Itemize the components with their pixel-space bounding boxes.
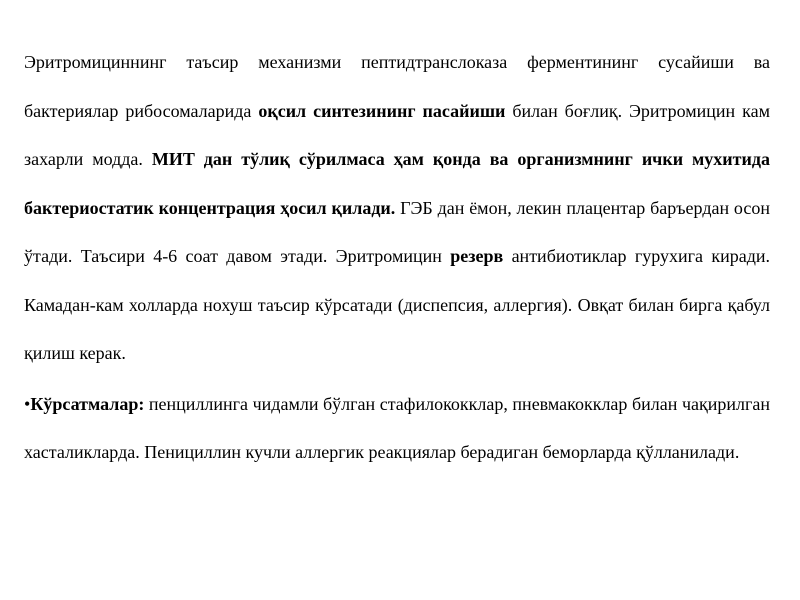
- text-run: антибиотиклар гурухига киради. Камадан-кам холларда нохуш таъсир кўрсатади (диспепсия, аллергия). Овқат билан бирга қабул қилиш керак.: [24, 246, 770, 363]
- bold-text-run: МИТ дан тўлиқ сўрилмаса ҳам қонда ва организмнинг ички мухитида бактериостатик концентрация ҳосил қилади.: [24, 149, 770, 218]
- text-run: билан боғлиқ. Эритромицин кам захарли модда.: [24, 100, 770, 169]
- indications-paragraph: [24, 380, 770, 477]
- text-run: ГЭБ дан ёмон, лекин плацентар баръердан осон ўтади. Таъсири 4-6 соат давом этади. Эритромицин: [24, 197, 770, 266]
- bullet-marker: •: [24, 393, 31, 414]
- mechanism-paragraph: [24, 38, 770, 378]
- indications-label: Кўрсатмалар:: [30, 393, 145, 414]
- bold-text-run: резерв: [450, 246, 504, 266]
- document-page: [24, 38, 770, 477]
- text-run: Эритромициннинг таъсир механизми пептидтранслоказа ферментининг сусайиши ва бактериялар рибосомаларида: [24, 52, 770, 121]
- bold-text-run: оқсил синтезининг пасайиши: [258, 100, 506, 121]
- indications-text: пенциллинга чидамли бўлган стафилококклар, пневмакокклар билан чақирилган хасталикларда. Пенициллин кучли аллергик реакциялар берадиган беморларда қўлланилади.: [24, 393, 770, 462]
